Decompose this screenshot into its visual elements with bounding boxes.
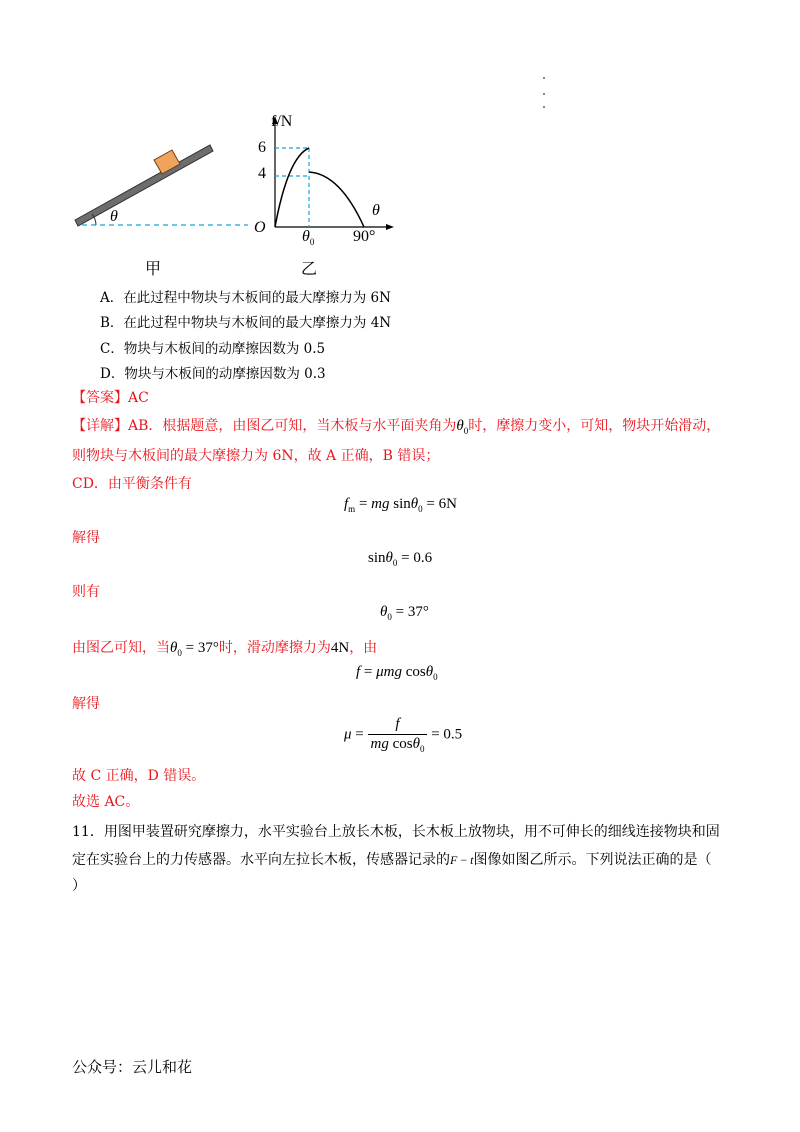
theta0-37-inline: $\theta_0 = 37^\circ$ <box>170 640 219 658</box>
theta0-inline: $\theta_0$ <box>456 418 469 436</box>
question-11-line-3: ） <box>72 878 86 894</box>
y-axis-label: f/N <box>271 113 293 130</box>
equation-2: sinθ$_0$ = 0.6 <box>368 550 433 568</box>
jiede-1: 解得 <box>72 530 100 546</box>
answer-line <box>72 388 149 408</box>
caption-jia: 甲 <box>145 259 162 278</box>
tick-90: 90° <box>353 228 376 245</box>
answer-tag: 【答案】 <box>72 390 128 406</box>
detail-text-e2: 时，滑动摩擦力为 <box>218 640 331 656</box>
x-axis-arrow <box>386 224 394 230</box>
detail-text-e1: 由图乙可知，当 <box>72 640 170 656</box>
curve-kinetic <box>309 172 364 227</box>
theta-label-incline: θ <box>110 208 118 225</box>
margin-dot <box>543 77 545 79</box>
equation-4: f = μmg cosθ$_0$ <box>356 664 438 682</box>
origin-label: O <box>254 219 266 236</box>
option-d: D．物块与木板间的动摩擦因数为 0.3 <box>100 366 326 382</box>
figure-yi-graph <box>250 112 400 242</box>
question-11-text-2a: 定在实验台上的力传感器。水平向左拉长木板，传感器记录的 <box>72 852 450 868</box>
margin-dot <box>543 93 545 95</box>
detail-line-1 <box>72 416 720 441</box>
option-b: B．在此过程中物块与木板间的最大摩擦力为 4N <box>100 315 392 331</box>
force-4n: 4N <box>330 640 350 656</box>
answer-value: AC <box>128 390 149 406</box>
question-11-line-2 <box>72 850 711 870</box>
footer-credit: 公众号：云儿和花 <box>72 1058 193 1076</box>
detail-text-1a: AB．根据题意，由图乙可知，当木板与水平面夹角为 <box>128 418 457 434</box>
detail-text-e3: ，由 <box>349 640 378 656</box>
margin-dot <box>543 106 545 108</box>
zeyou: 则有 <box>72 584 100 600</box>
question-11-text-2b: 图像如图乙所示。下列说法正确的是（ <box>473 852 712 868</box>
tick-6: 6 <box>258 139 266 156</box>
x-axis-label: θ <box>372 202 380 219</box>
conclusion-2: 故选 AC。 <box>72 794 140 810</box>
equation-3: $\theta_0 = 37^\circ$ <box>380 604 429 622</box>
equation-5: μ = $\frac{f}{mg \cos\theta_0}$ = 0.5 <box>344 716 463 754</box>
question-11-line-1: 11．用图甲装置研究摩擦力，水平实验台上放长木板，长木板上放物块，用不可伸长的细线连接物块和固 <box>72 824 720 840</box>
fraction: $\frac{f}{mg \cos\theta_0}$ <box>368 716 428 754</box>
detail-line-2: 则物块与木板间的最大摩擦力为 6N，故 A 正确，B 错误； <box>72 448 440 464</box>
tick-4: 4 <box>258 165 266 182</box>
curve-static <box>275 148 309 227</box>
detail-tag: 【详解】 <box>72 418 128 434</box>
detail-line-3: CD．由平衡条件有 <box>72 476 192 492</box>
jiede-2: 解得 <box>72 696 100 712</box>
f-t-inline: F − t <box>450 853 474 867</box>
detail-text-1b: 时，摩擦力变小，可知，物块开始滑动， <box>468 418 721 434</box>
equation-1: $f_m$ = mg sinθ$_0$ = 6N <box>344 496 457 514</box>
option-c: C．物块与木板间的动摩擦因数为 0.5 <box>100 341 326 357</box>
caption-yi: 乙 <box>301 259 318 278</box>
detail-line-e <box>72 638 377 663</box>
conclusion-1: 故 C 正确，D 错误。 <box>72 768 206 784</box>
figure-jia-incline <box>70 140 250 240</box>
option-a: A．在此过程中物块与木板间的最大摩擦力为 6N <box>100 290 391 306</box>
tick-theta0: $\theta_0$ <box>302 228 315 247</box>
incline-board <box>75 145 213 226</box>
